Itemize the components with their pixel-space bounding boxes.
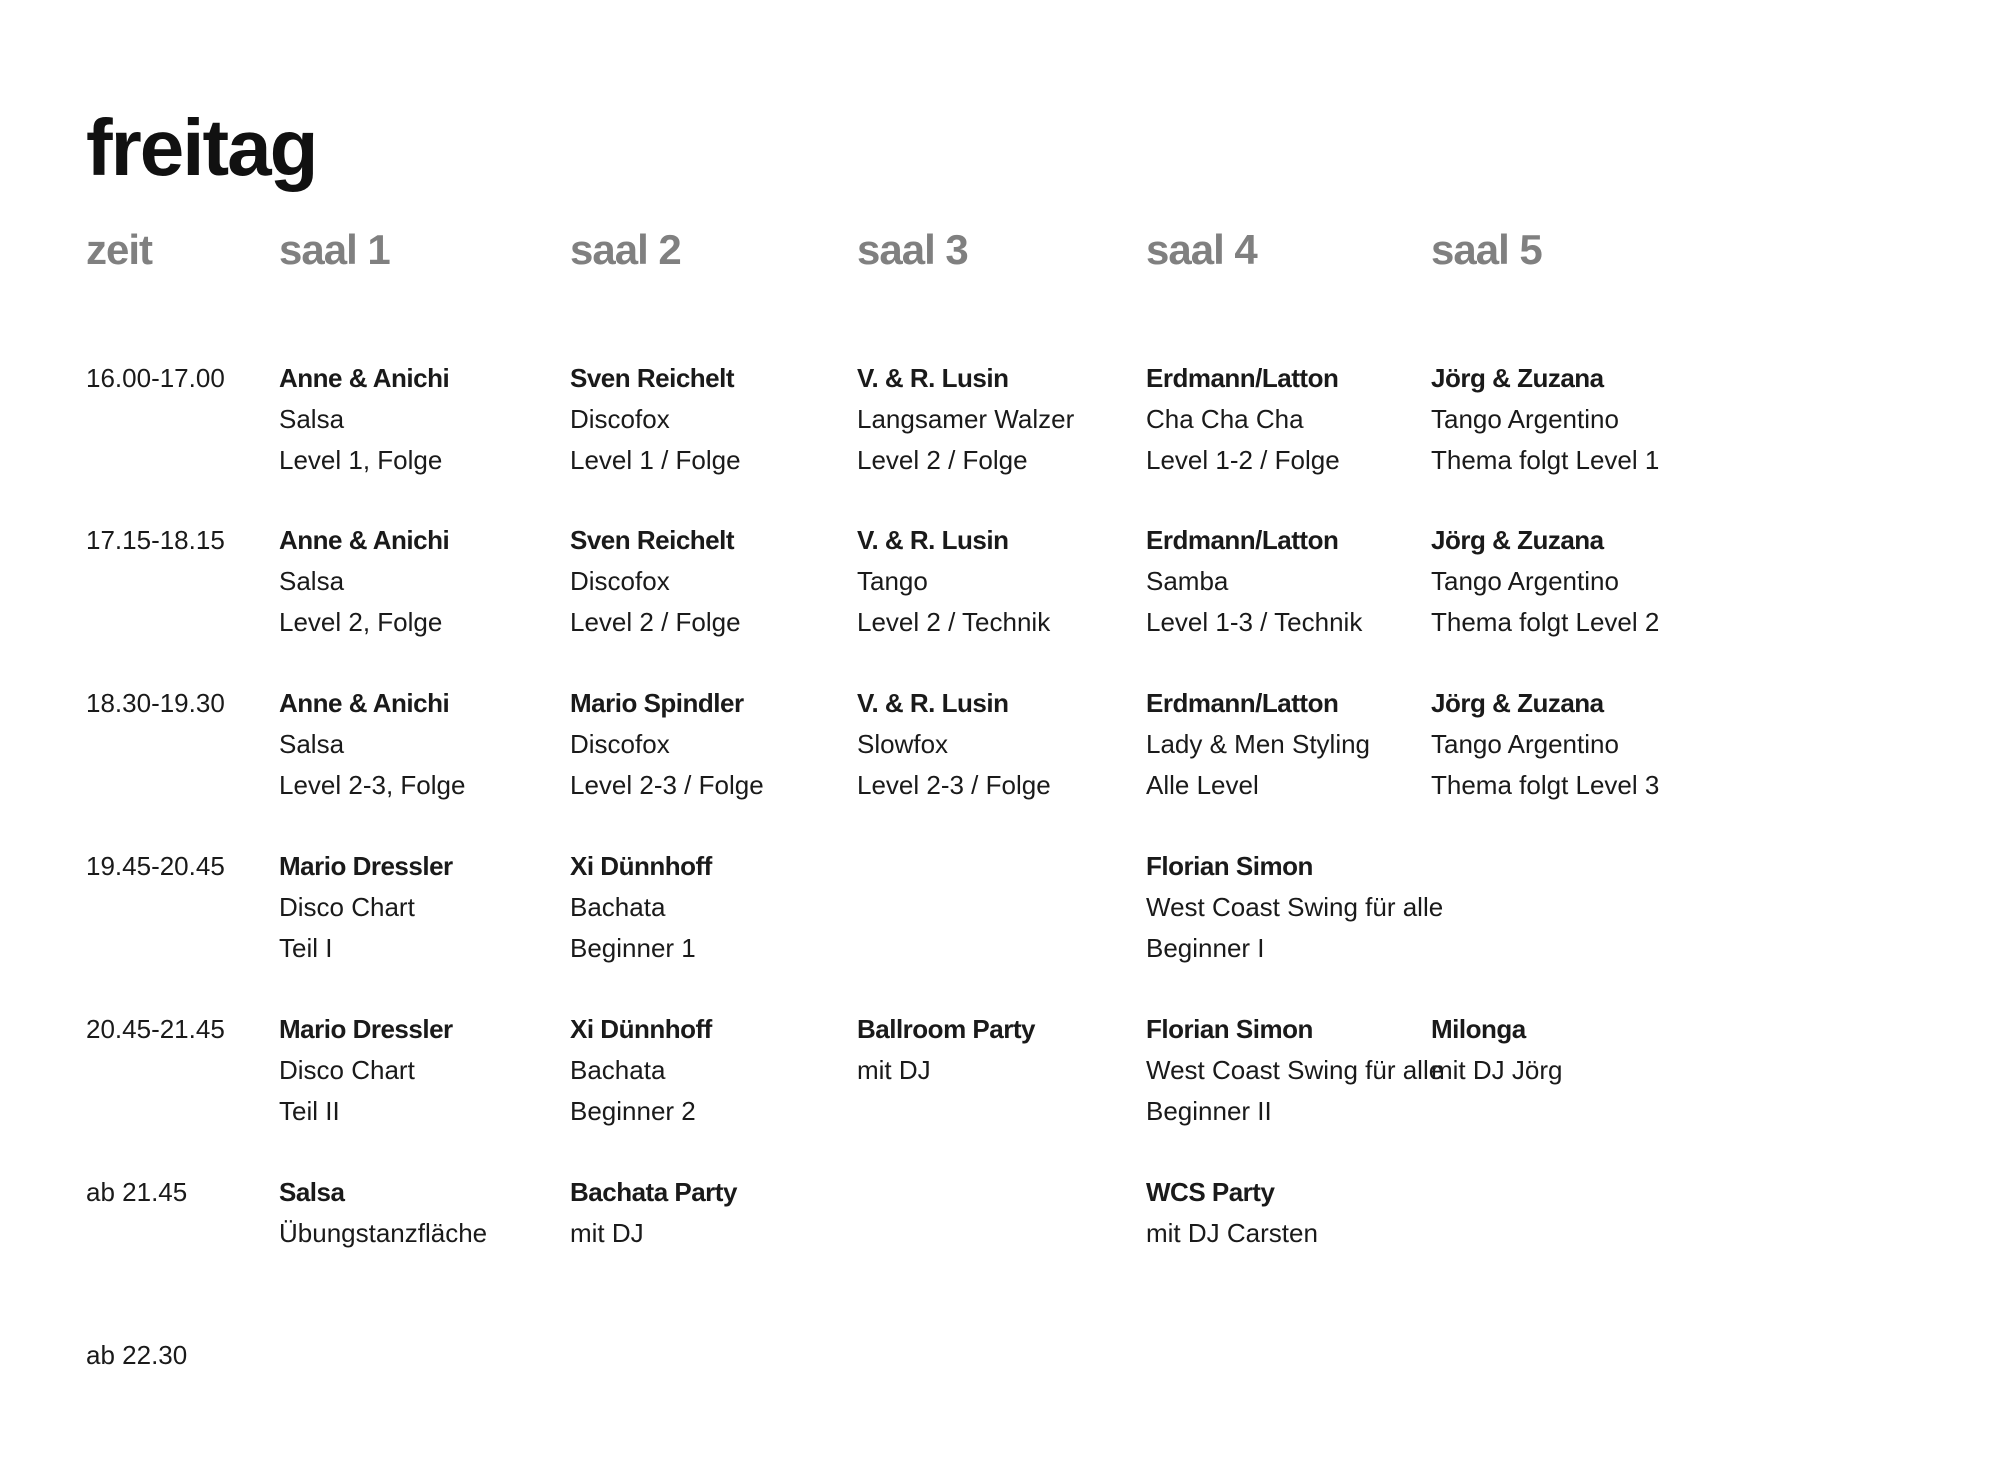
- dance-style: Salsa: [279, 404, 345, 434]
- schedule-cell: [1431, 683, 1659, 806]
- header-time: zeit: [86, 226, 153, 273]
- event-detail: mit DJ Jörg: [1431, 1055, 1563, 1085]
- event-detail: mit DJ Carsten: [1146, 1218, 1318, 1248]
- schedule-cell: [570, 1172, 737, 1254]
- level-info: Teil II: [279, 1096, 340, 1126]
- time-slot: 18.30-19.30: [86, 688, 225, 718]
- dance-style: Bachata: [570, 892, 666, 922]
- schedule-cell: [857, 358, 1074, 481]
- schedule-cell: [570, 358, 741, 481]
- event-name: Milonga: [1431, 1014, 1526, 1044]
- page-title: freitag: [86, 103, 317, 192]
- level-info: Level 2, Folge: [279, 607, 443, 637]
- schedule-cell: [570, 1009, 712, 1132]
- header-saal-5: saal 5: [1431, 226, 1542, 273]
- dance-style: Tango Argentino: [1431, 566, 1619, 596]
- level-info: Thema folgt Level 3: [1431, 770, 1660, 800]
- instructor-name: V. & R. Lusin: [857, 525, 1009, 555]
- level-info: Level 1-2 / Folge: [1146, 445, 1340, 475]
- schedule-cell: [279, 520, 449, 643]
- level-info: Beginner 2: [570, 1096, 696, 1126]
- level-info: Level 2-3 / Folge: [857, 770, 1051, 800]
- time-slot: 20.45-21.45: [86, 1014, 225, 1044]
- dance-style: Langsamer Walzer: [857, 404, 1075, 434]
- instructor-name: Sven Reichelt: [570, 363, 735, 393]
- instructor-name: V. & R. Lusin: [857, 363, 1009, 393]
- header-saal-2: saal 2: [570, 226, 681, 273]
- instructor-name: Xi Dünnhoff: [570, 1014, 712, 1044]
- instructor-name: Jörg & Zuzana: [1431, 688, 1604, 718]
- schedule-cell: [1146, 520, 1362, 643]
- dance-style: Tango: [857, 566, 928, 596]
- schedule-cell: [1146, 358, 1340, 481]
- header-saal-1: saal 1: [279, 226, 390, 273]
- instructor-name: Anne & Anichi: [279, 525, 450, 555]
- level-info: Alle Level: [1146, 770, 1259, 800]
- dance-style: Tango Argentino: [1431, 404, 1619, 434]
- instructor-name: Xi Dünnhoff: [570, 851, 712, 881]
- level-info: Thema folgt Level 1: [1431, 445, 1660, 475]
- instructor-name: Anne & Anichi: [279, 688, 450, 718]
- schedule-cell: [857, 520, 1050, 643]
- instructor-name: Mario Dressler: [279, 851, 453, 881]
- dance-style: West Coast Swing für alle: [1146, 1055, 1444, 1085]
- event-name: Salsa: [279, 1177, 345, 1207]
- level-info: Beginner II: [1146, 1096, 1272, 1126]
- dance-style: Cha Cha Cha: [1146, 404, 1304, 434]
- dance-style: West Coast Swing für alle: [1146, 892, 1444, 922]
- schedule-cell: [279, 358, 449, 481]
- dance-style: Discofox: [570, 404, 670, 434]
- schedule-cell: [279, 846, 453, 969]
- event-name: WCS Party: [1146, 1177, 1275, 1207]
- instructor-name: Erdmann/Latton: [1146, 363, 1339, 393]
- level-info: Level 2-3 / Folge: [570, 770, 764, 800]
- dance-style: Tango Argentino: [1431, 729, 1619, 759]
- instructor-name: Sven Reichelt: [570, 525, 735, 555]
- time-slot: 19.45-20.45: [86, 851, 225, 881]
- event-detail: mit DJ: [570, 1218, 644, 1248]
- instructor-name: Mario Dressler: [279, 1014, 453, 1044]
- level-info: Thema folgt Level 2: [1431, 607, 1660, 637]
- schedule-cell: [570, 683, 764, 806]
- instructor-name: Florian Simon: [1146, 851, 1313, 881]
- instructor-name: Florian Simon: [1146, 1014, 1313, 1044]
- dance-style: Discofox: [570, 729, 670, 759]
- dance-style: Disco Chart: [279, 1055, 415, 1085]
- time-slot: 17.15-18.15: [86, 525, 225, 555]
- instructor-name: V. & R. Lusin: [857, 688, 1009, 718]
- time-slot: ab 22.30: [86, 1340, 188, 1370]
- time-slot: ab 21.45: [86, 1177, 188, 1207]
- event-name: Bachata Party: [570, 1177, 737, 1207]
- header-saal-4: saal 4: [1146, 226, 1257, 273]
- schedule-cell: [857, 1009, 1035, 1091]
- schedule-cell: [279, 1009, 453, 1132]
- level-info: Level 1-3 / Technik: [1146, 607, 1363, 637]
- instructor-name: Jörg & Zuzana: [1431, 525, 1604, 555]
- schedule-cell: [1146, 1009, 1443, 1132]
- schedule-cell: [570, 846, 712, 969]
- instructor-name: Jörg & Zuzana: [1431, 363, 1604, 393]
- instructor-name: Erdmann/Latton: [1146, 688, 1339, 718]
- instructor-name: Anne & Anichi: [279, 363, 450, 393]
- header-saal-3: saal 3: [857, 226, 968, 273]
- schedule-cell: [279, 683, 465, 806]
- dance-style: Disco Chart: [279, 892, 415, 922]
- schedule-cell: [1431, 520, 1659, 643]
- instructor-name: Erdmann/Latton: [1146, 525, 1339, 555]
- event-name: Ballroom Party: [857, 1014, 1035, 1044]
- dance-style: Salsa: [279, 729, 345, 759]
- event-detail: mit DJ: [857, 1055, 931, 1085]
- schedule-cell: [1431, 1009, 1562, 1091]
- schedule-cell: [1146, 683, 1370, 806]
- schedule-cell: [1146, 846, 1443, 969]
- level-info: Level 2 / Folge: [857, 445, 1028, 475]
- level-info: Level 2-3, Folge: [279, 770, 466, 800]
- dance-style: Slowfox: [857, 729, 949, 759]
- event-detail: Übungstanzfläche: [279, 1218, 488, 1248]
- dance-style: Salsa: [279, 566, 345, 596]
- schedule-cell: [1146, 1172, 1318, 1254]
- level-info: Level 2 / Technik: [857, 607, 1051, 637]
- level-info: Beginner 1: [570, 933, 696, 963]
- schedule-cell: [279, 1172, 487, 1254]
- instructor-name: Mario Spindler: [570, 688, 744, 718]
- level-info: Teil I: [279, 933, 333, 963]
- dance-style: Bachata: [570, 1055, 666, 1085]
- level-info: Level 1 / Folge: [570, 445, 741, 475]
- level-info: Level 1, Folge: [279, 445, 443, 475]
- schedule-cell: [1431, 358, 1659, 481]
- time-slot: 16.00-17.00: [86, 363, 225, 393]
- level-info: Beginner I: [1146, 933, 1265, 963]
- schedule-cell: [857, 683, 1051, 806]
- schedule-cell: [570, 520, 741, 643]
- dance-style: Discofox: [570, 566, 670, 596]
- dance-style: Lady & Men Styling: [1146, 729, 1371, 759]
- level-info: Level 2 / Folge: [570, 607, 741, 637]
- dance-style: Samba: [1146, 566, 1229, 596]
